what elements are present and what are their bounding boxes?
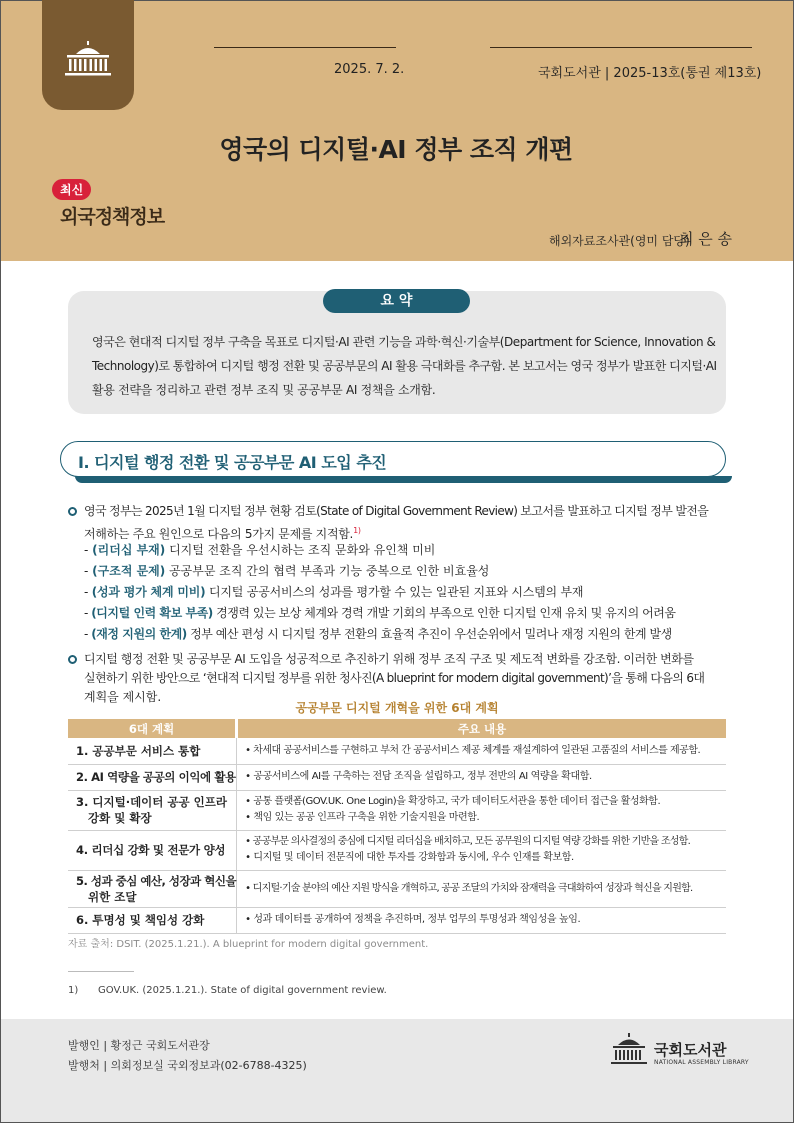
- logo-tab: [42, 0, 134, 110]
- plan-text: 1. 공공부문 서비스 통합: [76, 743, 201, 758]
- plan-cell: [68, 738, 237, 764]
- problem-label: (성과 평가 체계 미비): [91, 585, 206, 599]
- content-cell: [237, 738, 726, 764]
- column-header-plan: 6대 계획: [68, 719, 237, 738]
- footnote-divider: [68, 971, 134, 972]
- table-row: [68, 907, 726, 933]
- problem-item: - (구조적 문제) 공공부문 조직 간의 협력 부족과 기능 중복으로 인한 비효율성: [84, 564, 490, 578]
- plan-cell: [68, 907, 237, 933]
- summary-line: Technology)로 통합하여 디지털 행정 전환 및 공공부문의 AI 활용 극대화를 추구함. 본 보고서는 영국 정부가 발표한 디지털·AI: [92, 359, 717, 373]
- content-cell: [237, 830, 726, 870]
- publisher-line: 발행인 | 황정근 국회도서관장: [68, 1039, 210, 1052]
- footnote-ref[interactable]: 1): [353, 526, 361, 535]
- page-title: 영국의 디지털·AI 정부 조직 개편: [219, 135, 573, 164]
- problem-item: - (디지털 인력 확보 부족) 경쟁력 있는 보상 체계와 경력 개발 기회의 부족으로 인한 디지털 인재 유치 및 유지의 어려움: [84, 606, 676, 620]
- content-cell: [237, 790, 726, 830]
- bullet-line: 계획을 제시함.: [84, 690, 162, 704]
- plan-text: 4. 리더십 강화 및 전문가 양성: [76, 843, 226, 857]
- column-header-content: 주요 내용: [237, 719, 726, 738]
- author-role: 해외자료조사관(영미 담당): [549, 234, 690, 248]
- plan-text: 5. 성과 중심 예산, 성장과 혁신을: [76, 873, 237, 888]
- problem-item: - (성과 평가 체계 미비) 디지털 공공서비스의 성과를 평가할 수 있는 일관된 지표와 시스템의 부재: [84, 585, 584, 599]
- bullet-circle-icon: [68, 507, 77, 516]
- content-cell: [237, 870, 726, 907]
- problem-text: 정부 예산 편성 시 디지털 정부 전환의 효율적 추진이 우선순위에서 밀려나 재정 지원의 한계 발생: [186, 627, 672, 641]
- summary-line: 영국은 현대적 디지털 정부 구축을 목표로 디지털·AI 관련 기능을 과학·혁신·기술부(Department for Science, Innovation &: [92, 335, 716, 349]
- plan-text: 6. 투명성 및 책임성 강화: [76, 913, 205, 927]
- table-caption: 공공부문 디지털 개혁을 위한 6대 계획: [295, 701, 499, 715]
- content-line: • 책임 있는 공공 인프라 구축을 위한 기술지원을 마련함.: [245, 812, 480, 823]
- header-rule-left: [214, 47, 396, 48]
- bullet-paragraph: [84, 502, 734, 544]
- table-row: [68, 870, 726, 907]
- content-line: • 공공부문 의사결정의 중심에 디지털 리더십을 배치하고, 모든 공무원의 디지털 역량 강화를 위한 기반을 조성함.: [245, 836, 691, 847]
- author-name: 최 은 송: [679, 230, 733, 248]
- table-row: [68, 764, 726, 790]
- library-logo-icon: [610, 1033, 648, 1067]
- bullet-circle-icon: [68, 655, 77, 664]
- problem-text: 경쟁력 있는 보상 체계와 경력 개발 기회의 부족으로 인한 디지털 인재 유치 및 유지의 어려움: [212, 606, 676, 620]
- library-logo-subtitle: NATIONAL ASSEMBLY LIBRARY: [654, 1059, 749, 1066]
- header-rule-right: [490, 47, 752, 48]
- plan-cell: [68, 870, 237, 907]
- plan-text: 2. AI 역량을 공공의 이익에 활용: [76, 770, 236, 784]
- issuer-line: 발행처 | 의회정보실 국외정보과(02-6788-4325): [68, 1059, 307, 1072]
- problem-text: 디지털 전환을 우선시하는 조직 문화와 유인책 미비: [165, 543, 436, 557]
- section-title: Ⅰ. 디지털 행정 전환 및 공공부문 AI 도입 추진: [78, 453, 387, 472]
- plan-table: [68, 719, 726, 934]
- plan-cell: [68, 790, 237, 830]
- table-row: [68, 830, 726, 870]
- issue-number: 국회도서관 | 2025-13호(통권 제13호): [538, 66, 762, 81]
- problem-label: (디지털 인력 확보 부족): [91, 606, 213, 620]
- content-line: • 디지털·기술 분야의 예산 지원 방식을 개혁하고, 공공 조달의 가치와 잠재력을 극대화하여 성장과 혁신을 지원함.: [245, 882, 693, 894]
- content-line: • 공공서비스에 AI를 구축하는 전담 조직을 설립하고, 정부 전반의 AI 역량을 확대함.: [245, 771, 592, 782]
- summary-tag: 요 약: [323, 289, 470, 313]
- table-source: 자료 출처: DSIT. (2025.1.21.). A blueprint for modern digital government.: [68, 939, 429, 950]
- bullet-line: 영국 정부는 2025년 1월 디지털 정부 현황 검토(State of Digital Government Review) 보고서를 발표하고 디지털 정부 발전을: [84, 504, 709, 518]
- table-row: [68, 738, 726, 764]
- plan-text-cont: 강화 및 확장: [76, 811, 152, 825]
- summary-line: 활용 전략을 정리하고 관련 정부 조직 및 공공부문 AI 정책을 소개함.: [92, 383, 436, 397]
- footnote-text: GOV.UK. (2025.1.21.). State of digital government review.: [98, 985, 387, 996]
- new-badge: 최신: [52, 179, 91, 200]
- series-name: 외국정책정보: [60, 206, 165, 228]
- table-header-row: [68, 719, 726, 738]
- bullet-line: 디지털 행정 전환 및 공공부문 AI 도입을 성공적으로 추진하기 위해 정부 조직 구조 및 제도적 변화를 강조함. 이러한 변화를: [84, 652, 694, 666]
- problem-text: 공공부문 조직 간의 협력 부족과 기능 중복으로 인한 비효율성: [165, 564, 490, 578]
- assembly-building-icon: [63, 40, 113, 78]
- plan-cell: [68, 830, 237, 870]
- problem-item: - (재정 지원의 한계) 정부 예산 편성 시 디지털 정부 전환의 효율적 추진이 우선순위에서 밀려나 재정 지원의 한계 발생: [84, 627, 672, 641]
- library-logo-name: 국회도서관: [654, 1041, 727, 1059]
- bullet-line: 실현하기 위한 방안으로 ‘현대적 디지털 정부를 위한 청사진(A blueprint for modern digital government)’을 통해 다음의 6대: [84, 671, 705, 685]
- problem-label: (리더십 부재): [92, 543, 166, 557]
- content-line: • 성과 데이터를 공개하여 정책을 추진하며, 정부 업무의 투명성과 책임성을 높임.: [245, 914, 581, 925]
- content-cell: [237, 907, 726, 933]
- issue-date: 2025. 7. 2.: [334, 62, 405, 77]
- problem-item: - (리더십 부재) 디지털 전환을 우선시하는 조직 문화와 유인책 미비: [84, 543, 436, 557]
- content-cell: [237, 764, 726, 790]
- plan-text-cont: 위한 조달: [76, 889, 137, 904]
- table-row: [68, 790, 726, 830]
- content-line: • 공통 플랫폼(GOV.UK. One Login)을 확장하고, 국가 데이터도서관을 통한 데이터 접근을 활성화함.: [245, 796, 661, 807]
- bullet-line: 저해하는 주요 원인으로 다음의 5가지 문제를 지적함.: [84, 527, 354, 541]
- plan-text: 3. 디지털·데이터 공공 인프라: [76, 795, 227, 809]
- content-line: • 디지털 및 데이터 전문직에 대한 투자를 강화함과 동시에, 우수 인재를 확보함.: [245, 852, 574, 863]
- problem-text: 디지털 공공서비스의 성과를 평가할 수 있는 일관된 지표와 시스템의 부재: [205, 585, 584, 599]
- plan-cell: [68, 764, 237, 790]
- content-line: • 차세대 공공서비스를 구현하고 부처 간 공공서비스 제공 체계를 재설계하여 일관된 고품질의 서비스를 제공함.: [245, 744, 701, 756]
- footnote-number: 1): [68, 985, 79, 996]
- summary-text: [92, 330, 717, 402]
- problem-label: (구조적 문제): [92, 564, 166, 578]
- problem-label: (재정 지원의 한계): [91, 627, 187, 641]
